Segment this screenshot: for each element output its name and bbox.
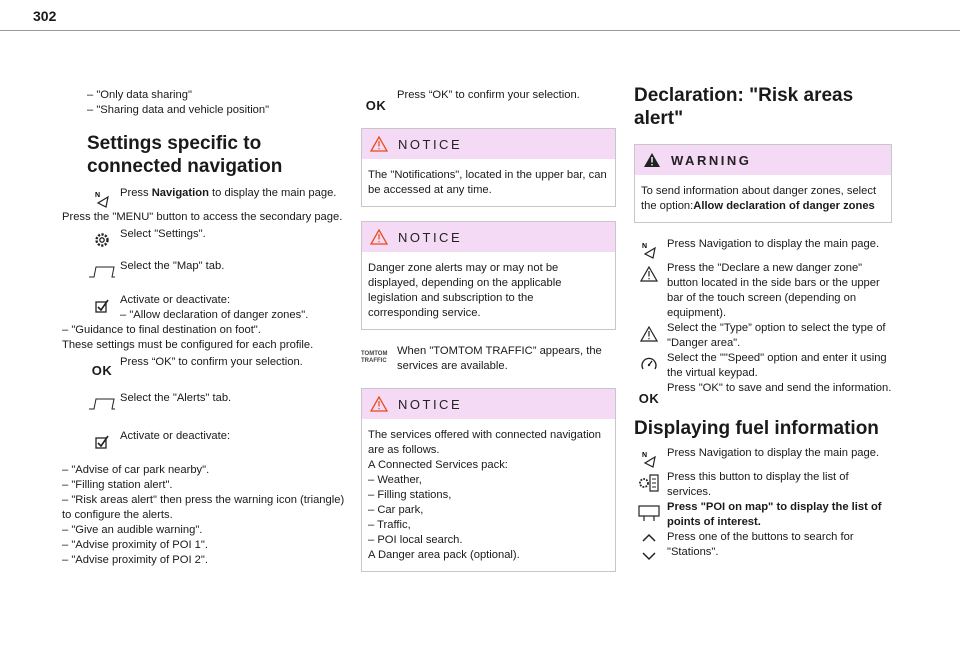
warning-triangle-icon (634, 263, 664, 285)
tab-icon (87, 261, 117, 283)
column-3 (634, 84, 892, 560)
speedometer-icon (634, 353, 664, 375)
svg-text:N: N (642, 243, 648, 250)
nav-instruction: N Press Navigation to display the main page. (634, 446, 892, 470)
list-item: A Danger area pack (optional). (368, 549, 520, 561)
notice-box (361, 221, 616, 330)
settings-instruction: Select "Settings". (87, 227, 345, 251)
speed-instruction: Select the ""Speed" option and enter it using the virtual keypad. (634, 351, 892, 381)
list-item: – "Guidance to final destination on foot". (62, 324, 261, 336)
list-item: – Traffic, (368, 519, 411, 531)
poi-map-icon (634, 502, 664, 524)
list-item: – "Risk areas alert" then press the warning icon (triangle) to configure the alerts. (62, 494, 345, 521)
column-2 (361, 88, 616, 586)
warning-box (634, 144, 892, 223)
svg-text:N: N (95, 192, 101, 199)
ok-icon: OK (638, 390, 660, 406)
notice-label: NOTICE (398, 396, 463, 412)
chevron-up-down-icon (634, 532, 664, 562)
list-item: – Car park, (368, 504, 424, 516)
tomtom-traffic-logo: TOMTOM TRAFFIC (361, 351, 388, 364)
gear-icon (87, 229, 117, 251)
notice-body (362, 419, 615, 571)
list-item: The services offered with connected navigation are as follows. (368, 429, 602, 456)
stations-instruction: Press one of the buttons to search for "Stations". (634, 530, 892, 560)
navigation-arrow-icon (634, 239, 664, 261)
ok-icon: OK (91, 362, 113, 378)
nav-instruction: N Press Navigation to display the main page. (634, 237, 892, 261)
list-item: – "Filling station alert". (62, 479, 173, 491)
section-heading: Declaration: "Risk areas alert" (634, 85, 854, 129)
list-item: – Filling stations, (368, 489, 452, 501)
list-item: A Connected Services pack: (368, 459, 508, 471)
type-instruction: Select the "Type” option to select the type of "Danger area". (634, 321, 892, 351)
warning-body: To send information about danger zones, select the option:Allow declaration of danger zones (641, 185, 877, 212)
header-divider (0, 30, 960, 31)
checkbox-edit-icon (87, 295, 117, 317)
ok-instruction: OK Press “OK” to confirm your selection. (361, 88, 616, 112)
settings-note: These settings must be configured for each profile. (62, 339, 314, 351)
alerts-tab-instruction: Select the "Alerts" tab. (87, 391, 345, 415)
list-item: – "Advise proximity of POI 1". (62, 539, 208, 551)
ok-instruction: OK Press "OK" to save and send the information. (634, 381, 892, 405)
ok-instruction: OK Press “OK” to confirm your selection. (87, 355, 345, 379)
navigation-arrow-icon (634, 448, 664, 470)
section-heading: Settings specific to connected navigation (87, 133, 283, 177)
warning-triangle-icon (370, 229, 388, 245)
svg-text:N: N (642, 452, 648, 459)
warning-triangle-icon (643, 152, 661, 168)
notice-body: The "Notifications", located in the upper bar, can be accessed at any time. (368, 169, 607, 196)
alerts-list (62, 463, 345, 568)
warning-header (635, 145, 891, 175)
column-1 (62, 88, 345, 568)
nav-instruction: N Press Navigation to display the main page. (87, 186, 345, 210)
services-instruction: Press this button to display the list of services. (634, 470, 892, 500)
declare-instruction: Press the "Declare a new danger zone" button located in the side bars or the upper bar of the touch screen (depending on equipment). (634, 261, 892, 321)
notice-header (362, 129, 615, 159)
notice-body: Danger zone alerts may or may not be displayed, depending on the applicable legislation and subscription to the corresponding service. (368, 262, 562, 319)
list-item: – POI local search. (368, 534, 463, 546)
list-item: – "Give an audible warning". (62, 524, 203, 536)
warning-triangle-icon (370, 136, 388, 152)
warning-triangle-icon (370, 396, 388, 412)
notice-header (362, 222, 615, 252)
tomtom-instruction: TOMTOM TRAFFIC When "TOMTOM TRAFFIC” appears, the services are available. (361, 345, 602, 372)
notice-box (361, 128, 616, 207)
notice-header (362, 389, 615, 419)
notice-box (361, 388, 616, 572)
list-item: – "Advise proximity of POI 2". (62, 554, 208, 566)
menu-instruction: Press the "MENU" button to access the secondary page. (62, 211, 343, 223)
list-item: – "Allow declaration of danger zones". (120, 309, 309, 321)
notice-label: NOTICE (398, 229, 463, 245)
navigation-arrow-icon (87, 188, 117, 210)
list-item: – "Advise of car park nearby". (62, 464, 210, 476)
section-heading: Displaying fuel information (634, 418, 879, 439)
list-item: – "Sharing data and vehicle position" (87, 104, 270, 116)
activate-instruction: Activate or deactivate: (87, 429, 345, 453)
activate-instruction: Activate or deactivate: – "Allow declaration of danger zones". (87, 293, 345, 323)
ok-icon: OK (365, 97, 387, 113)
map-tab-instruction: Select the "Map" tab. (87, 259, 345, 283)
poi-instruction: Press "POI on map" to display the list of points of interest. (634, 500, 892, 530)
checkbox-edit-icon (87, 431, 117, 453)
tab-icon (87, 393, 117, 415)
notice-label: NOTICE (398, 136, 463, 152)
services-list-icon (634, 472, 664, 494)
list-item: – Weather, (368, 474, 422, 486)
warning-label: WARNING (671, 152, 752, 168)
list-item: – "Only data sharing" (87, 89, 192, 101)
warning-triangle-icon (634, 323, 664, 345)
page-number: 302 (33, 8, 57, 24)
